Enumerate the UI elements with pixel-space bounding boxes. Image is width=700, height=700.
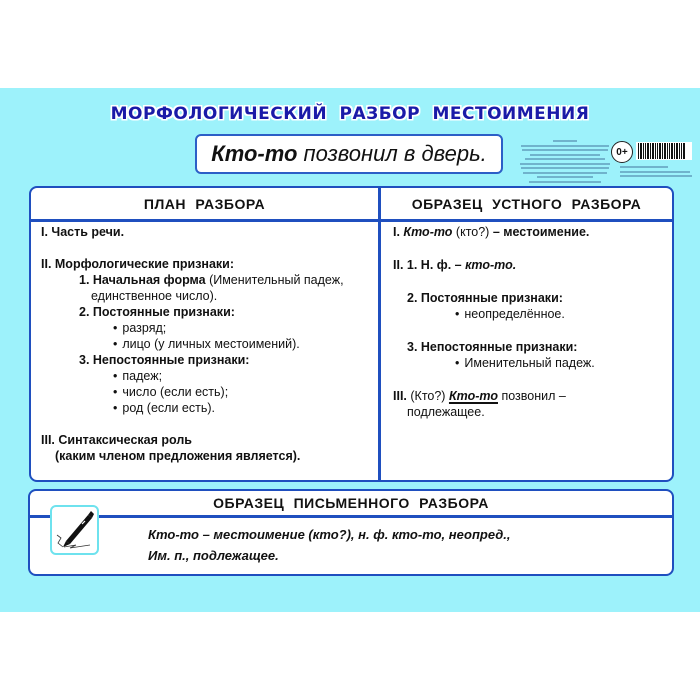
oral-line-1 — [393, 224, 663, 240]
oral-line-2-num: II. 1. Н. ф. – — [393, 258, 466, 272]
plan-part-1: I. Часть речи. — [41, 225, 125, 239]
oral-line-2-word: кто-то. — [465, 258, 517, 272]
plan-item-2: 2. Постоянные признаки: — [79, 305, 235, 319]
oral-line-1-rest: – местоимение. — [492, 225, 590, 239]
plan-heading: ПЛАН РАЗБОРА — [143, 195, 266, 212]
barcode-icon — [636, 142, 692, 160]
plan-item-3-bullet: • число (если есть); — [41, 384, 376, 400]
age-rating-badge: 0+ — [611, 141, 633, 163]
oral-item-2: 2. Постоянные признаки: — [407, 291, 563, 305]
oral-line-3 — [393, 388, 663, 404]
header-divider — [31, 219, 672, 222]
oral-line-3-subject: Кто-то — [448, 389, 498, 403]
copyright-info — [620, 166, 692, 180]
plan-item-3-bullet: • род (если есть). — [41, 400, 376, 416]
plan-item-1-title: 1. Начальная форма — [79, 273, 206, 287]
oral-line-1-question: (кто?) — [452, 225, 493, 239]
sentence-rest: позвонил в дверь. — [303, 141, 487, 166]
oral-item-3: 3. Непостоянные признаки: — [407, 340, 578, 354]
plan-item-3: 3. Непостоянные признаки: — [79, 353, 250, 367]
plan-column — [41, 224, 376, 464]
written-heading: ОБРАЗЕЦ ПИСЬМЕННОГО РАЗБОРА — [213, 495, 489, 511]
plan-part-3: III. Синтаксическая роль — [41, 433, 192, 447]
oral-line-1-num: I. — [393, 225, 404, 239]
oral-line-3-question: (Кто?) — [410, 389, 449, 403]
oral-line-3-cont: подлежащее. — [407, 405, 485, 419]
oral-line-2 — [393, 257, 663, 273]
written-header-divider — [30, 515, 672, 518]
poster-title: МОРФОЛОГИЧЕСКИЙ РАЗБОР МЕСТОИМЕНИЯ — [110, 104, 590, 124]
plan-item-3-bullet: • падеж; — [41, 368, 376, 384]
oral-heading: ОБРАЗЕЦ УСТНОГО РАЗБОРА — [411, 195, 642, 212]
plan-item-1 — [41, 272, 376, 288]
oral-item-3-bullet: • Именительный падеж. — [393, 355, 663, 371]
oral-item-2-bullet: • неопределённое. — [393, 306, 663, 322]
oral-line-1-word: Кто-то — [403, 225, 453, 239]
written-line-1: Кто-то – местоимение (кто?), н. ф. кто-то, неопред., — [148, 527, 511, 542]
publisher-info — [520, 140, 610, 185]
pen-icon — [50, 505, 99, 555]
plan-item-2-bullet: • лицо (у личных местоимений). — [41, 336, 376, 352]
oral-line-3-rest: позвонил – — [497, 389, 566, 403]
plan-part-3-cont: (каким членом предложения является). — [55, 449, 301, 463]
plan-item-2-bullet: • разряд; — [41, 320, 376, 336]
plan-part-2: II. Морфологические признаки: — [41, 257, 235, 271]
example-sentence — [195, 134, 503, 174]
written-analysis-text — [148, 524, 510, 566]
written-panel — [28, 489, 674, 576]
sentence-pronoun: Кто-то — [211, 141, 298, 166]
plan-item-1-note: (Именительный падеж, — [205, 273, 344, 287]
oral-column — [393, 224, 663, 420]
plan-item-1-cont: единственное число). — [91, 289, 218, 303]
column-divider — [378, 188, 381, 480]
analysis-panel — [29, 186, 674, 482]
oral-line-3-num: III. — [393, 389, 411, 403]
written-line-2: Им. п., подлежащее. — [148, 548, 279, 563]
